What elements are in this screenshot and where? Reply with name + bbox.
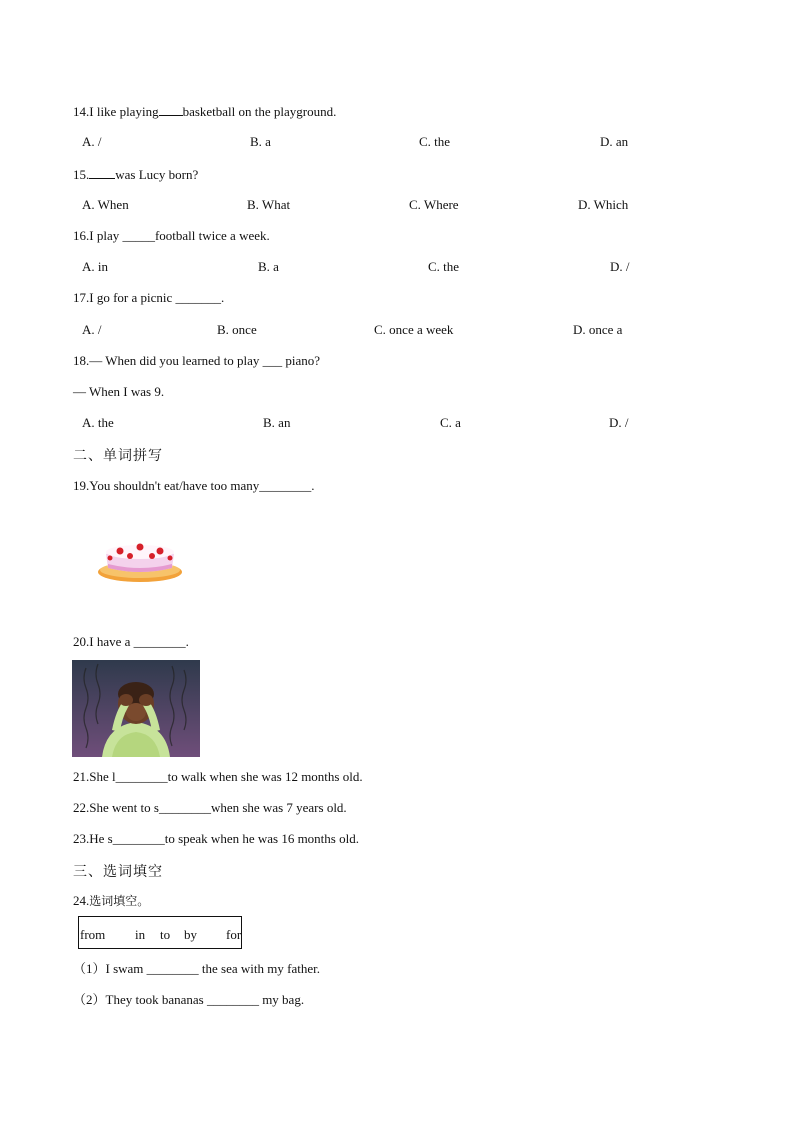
- q14-option-d: D. an: [600, 134, 629, 149]
- question-14-stem: [73, 103, 336, 120]
- question-23-stem: 23.He s________to speak when he was 16 months old.: [73, 831, 359, 846]
- question-15-stem-post: was Lucy born?: [115, 167, 199, 182]
- q17-option-c: C. once a week: [374, 322, 454, 337]
- section-3-heading: 三、选词填空: [73, 864, 163, 880]
- word-bank-box: [78, 916, 242, 949]
- q18-option-d: D. /: [609, 415, 629, 430]
- question-24-stem: [73, 893, 149, 909]
- q15-option-d: D. Which: [578, 197, 629, 212]
- q17-option-d: D. once a: [573, 322, 623, 337]
- question-24-instruction: 选词填空。: [89, 894, 150, 908]
- q18-option-b: B. an: [263, 415, 291, 430]
- question-21-stem: 21.She l________to walk when she was 12 months old.: [73, 769, 363, 784]
- question-15-number: 15.: [73, 167, 90, 182]
- q14-option-a: A. /: [82, 134, 102, 149]
- question-16-stem: 16.I play _____football twice a week.: [73, 228, 270, 243]
- question-22-stem: 22.She went to s________when she was 7 years old.: [73, 800, 347, 815]
- question-18-stem: 18.— When did you learned to play ___ piano?: [73, 353, 321, 368]
- question-14-stem-pre: 14.I like playing: [73, 104, 159, 119]
- answer-blank: [89, 166, 115, 179]
- question-19-stem: 19.You shouldn't eat/have too many________.: [73, 478, 315, 493]
- question-17-stem: 17.I go for a picnic _______.: [73, 290, 225, 305]
- q15-option-a: A. When: [82, 197, 129, 212]
- q18-option-c: C. a: [440, 415, 461, 430]
- word-bank-item: from: [80, 927, 106, 942]
- q18-option-a: A. the: [82, 415, 114, 430]
- q16-option-a: A. in: [82, 259, 108, 274]
- cake-icon: [96, 532, 184, 588]
- question-14-stem-post: basketball on the playground.: [182, 104, 337, 119]
- q16-option-b: B. a: [258, 259, 279, 274]
- q14-option-b: B. a: [250, 134, 271, 149]
- q14-option-c: C. the: [419, 134, 451, 149]
- question-24-sub-1: （1）I swam ________ the sea with my father.: [73, 961, 320, 976]
- question-20-stem: 20.I have a ________.: [73, 634, 189, 649]
- q16-option-c: C. the: [428, 259, 460, 274]
- q16-option-d: D. /: [610, 259, 630, 274]
- question-18-answer-line: — When I was 9.: [73, 384, 165, 399]
- q17-option-a: A. /: [82, 322, 102, 337]
- question-15-stem: [73, 166, 198, 183]
- section-2-heading: 二、单词拼写: [73, 448, 163, 464]
- q15-option-b: B. What: [247, 197, 291, 212]
- headache-boy-illustration: [72, 660, 200, 757]
- question-24-number: 24.: [73, 893, 90, 908]
- word-bank-item: for: [226, 927, 242, 942]
- word-bank-item: in: [135, 927, 146, 942]
- word-bank-item: by: [184, 927, 197, 942]
- q17-option-b: B. once: [217, 322, 257, 337]
- question-24-sub-2: （2）They took bananas ________ my bag.: [73, 992, 305, 1007]
- word-bank-item: to: [160, 927, 171, 942]
- answer-blank: [159, 103, 183, 116]
- q15-option-c: C. Where: [409, 197, 459, 212]
